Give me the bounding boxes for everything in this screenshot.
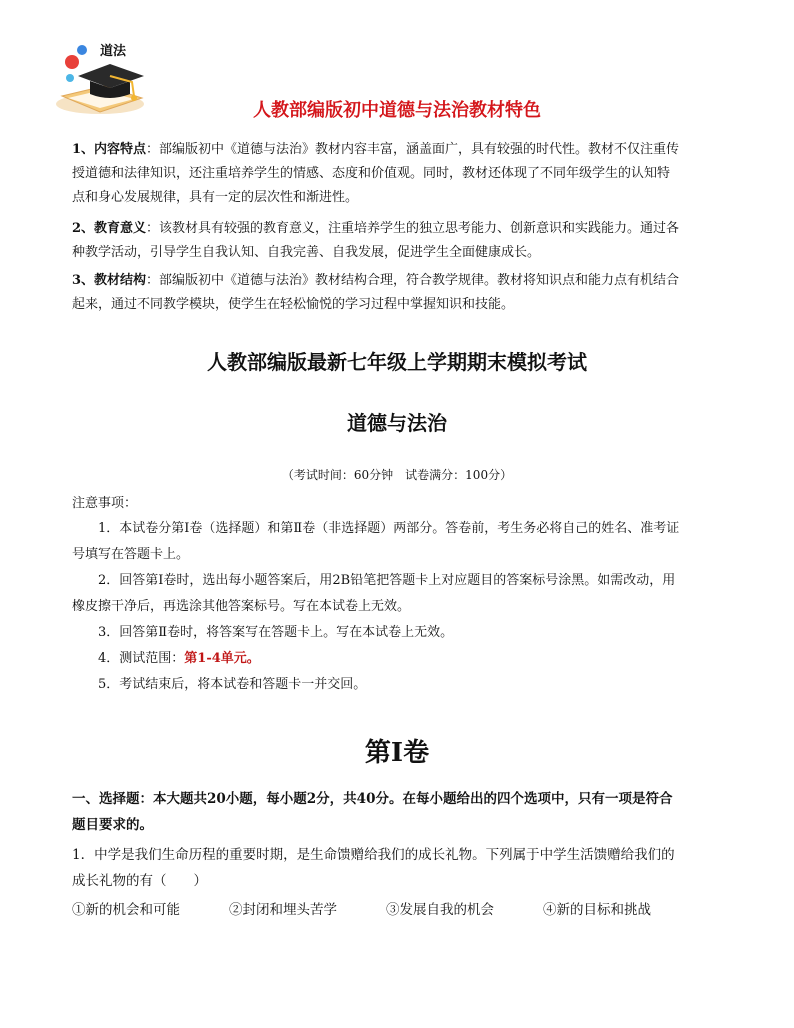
note-4-prefix: 4．测试范围： <box>98 651 185 666</box>
notes-label: 注意事项： <box>72 496 138 511</box>
note-4 <box>72 646 686 672</box>
logo-label: 道法 <box>100 44 127 59</box>
option-1: ①新的机会和可能 <box>72 902 180 918</box>
option-4: ④新的目标和挑战 <box>543 902 651 918</box>
question-1: 1．中学是我们生命历程的重要时期，是生命馈赠给我们的成长礼物。下列属于中学生活馈赠给我们的成长礼物的有（ ） <box>72 847 675 889</box>
feature-head: 1、内容特点 <box>72 142 147 157</box>
option-2: ②封闭和埋头苦学 <box>229 902 337 918</box>
feature-text: ：该教材具有较强的教育意义，注重培养学生的独立思考能力、创新意识和实践能力。通过各种教学活动，引导学生自我认知、自我完善、自我发展，促进学生全面健康成长。 <box>72 221 680 260</box>
volume-title: 第Ⅰ卷 <box>364 738 430 768</box>
exam-title: 人教部编版最新七年级上学期期末模拟考试 <box>207 350 587 374</box>
feature-head: 2、教育意义 <box>72 221 147 236</box>
note-1: 1．本试卷分第Ⅰ卷（选择题）和第Ⅱ卷（非选择题）两部分。答卷前，考生务必将自己的姓名、准考证号填写在答题卡上。 <box>72 521 680 562</box>
exam-meta: （考试时间：60分钟 试卷满分：100分） <box>281 468 513 482</box>
subject-title: 道德与法治 <box>347 411 447 435</box>
note-5: 5．考试结束后，将本试卷和答题卡一并交回。 <box>98 677 367 692</box>
feature-paragraph-3 <box>72 269 682 317</box>
feature-paragraph-1 <box>72 138 682 210</box>
banner-title: 人教部编版初中道德与法治教材特色 <box>253 100 541 121</box>
note-2: 2．回答第Ⅰ卷时，选出每小题答案后，用2B铅笔把答题卡上对应题目的答案标号涂黑。如需改动，用橡皮擦干净后，再选涂其他答案标号。写在本试卷上无效。 <box>72 573 676 614</box>
feature-text: ：部编版初中《道德与法治》教材结构合理，符合教学规律。教材将知识点和能力点有机结合起来，通过不同教学模块，使学生在轻松愉悦的学习过程中掌握知识和技能。 <box>72 273 680 312</box>
section-intro: 一、选择题：本大题共20小题，每小题2分，共40分。在每小题给出的四个选项中，只有一项是符合题目要求的。 <box>72 791 673 833</box>
feature-head: 3、教材结构 <box>72 273 147 288</box>
test-range: 第1-4单元。 <box>184 651 260 666</box>
feature-paragraph-2 <box>72 217 682 265</box>
note-3: 3．回答第Ⅱ卷时，将答案写在答题卡上。写在本试卷上无效。 <box>98 625 454 640</box>
option-3: ③发展自我的机会 <box>386 902 494 918</box>
feature-text: ：部编版初中《道德与法治》教材内容丰富，涵盖面广，具有较强的时代性。教材不仅注重传授道德和法律知识，还注重培养学生的情感、态度和价值观。同时，教材还体现了不同年级学生的认知特点和身心发展规律，具有一定的层次性和渐进性。 <box>72 142 680 205</box>
question-1-options <box>72 898 684 918</box>
